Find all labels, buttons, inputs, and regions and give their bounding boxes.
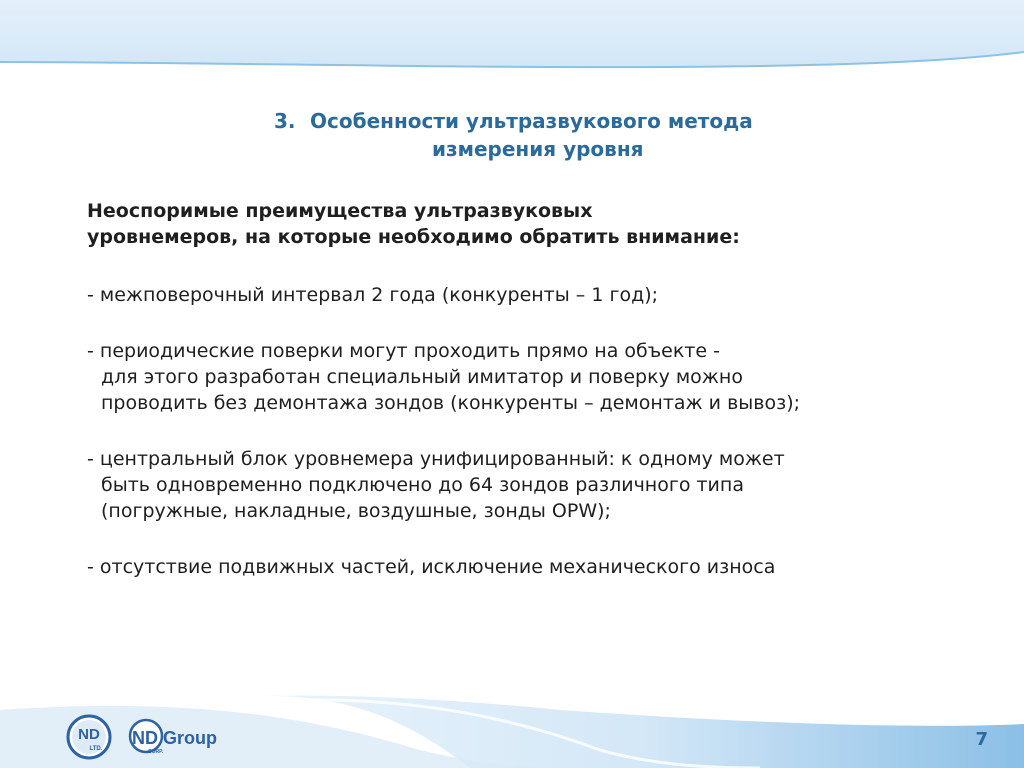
nd-ltd-logo xyxy=(66,714,112,760)
list-item-line: - отсутствие подвижных частей, исключение механического износа xyxy=(87,556,776,578)
list-item-line: - центральный блок уровнемера унифицированный: к одному может xyxy=(87,448,785,470)
intro-line-2: уровнемеров, на которые необходимо обратить внимание: xyxy=(87,226,740,248)
top-wave-decor xyxy=(0,0,1024,100)
nd-group-logo-sub: CORP. xyxy=(148,749,164,755)
nd-ltd-logo-sub: LTD. xyxy=(89,746,103,752)
slide-content xyxy=(87,198,987,580)
list-item-line: - межповерочный интервал 2 года (конкуренты – 1 год); xyxy=(87,284,659,306)
slide-title xyxy=(274,107,794,163)
title-line-2: измерения уровня xyxy=(432,137,644,161)
list-item-line: для этого разработан специальный имитатор и поверку можно xyxy=(101,366,743,388)
intro-heading xyxy=(87,198,987,250)
list-item-line: - периодические поверки могут проходить прямо на объекте - xyxy=(87,340,720,362)
list-item-line: (погружные, накладные, воздушные, зонды OPW); xyxy=(101,500,611,522)
title-number: 3. xyxy=(274,109,296,133)
nd-ltd-logo-text: ND xyxy=(78,726,100,743)
list-item-line: быть одновременно подключено до 64 зондов различного типа xyxy=(101,474,744,496)
nd-group-logo-text: ND Group xyxy=(132,728,217,748)
page-number: 7 xyxy=(975,729,988,750)
list-item xyxy=(87,338,987,416)
list-item-line: проводить без демонтажа зондов (конкуренты – демонтаж и вывоз); xyxy=(101,392,801,414)
intro-line-1: Неоспоримые преимущества ультразвуковых xyxy=(87,200,593,222)
list-item xyxy=(87,554,987,580)
top-decor-band xyxy=(0,0,1024,70)
title-line-1: Особенности ультразвукового метода xyxy=(310,109,753,133)
list-item xyxy=(87,446,987,524)
list-item xyxy=(87,282,987,308)
nd-group-logo xyxy=(128,716,248,756)
